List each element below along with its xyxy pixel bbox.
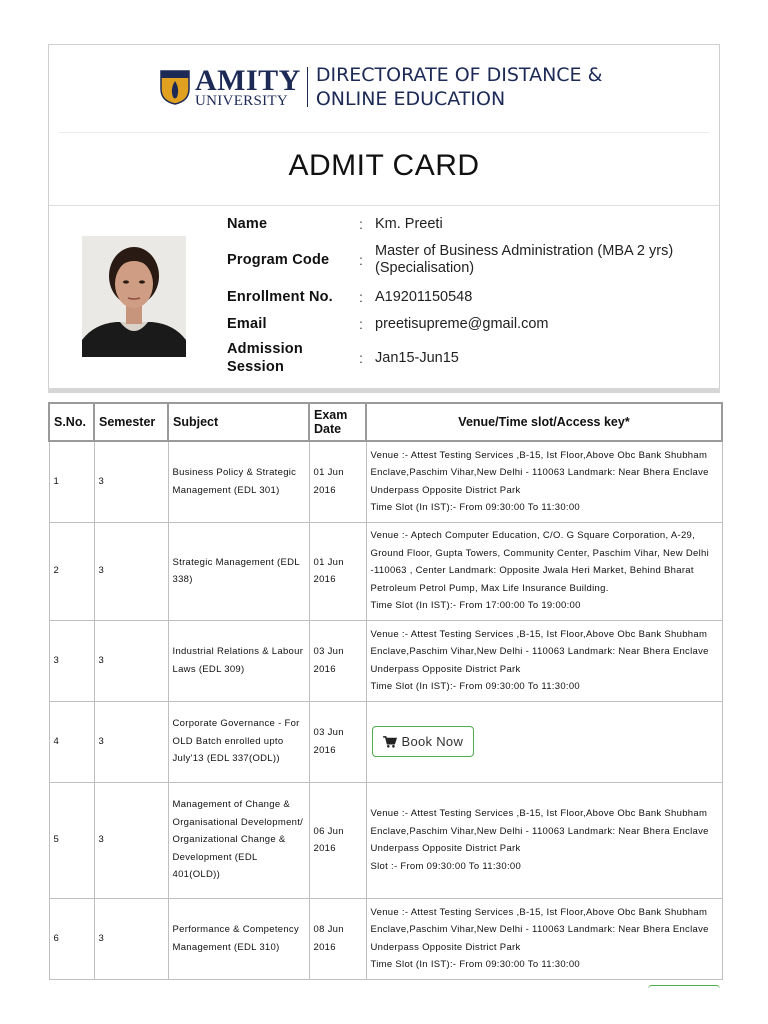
- venue-text: Venue :- Attest Testing Services ,B-15, Ist Floor,Above Obc Bank Shubham Enclave,Paschim Vihar,New Delhi - 110063 Landmark: Near Bhera Enclave Underpass Opposite District Park: [370, 628, 709, 675]
- info-value: Km. Preeti: [375, 215, 443, 232]
- cell-venue: [366, 522, 722, 620]
- info-label: Enrollment No.: [227, 289, 333, 305]
- info-value: Master of Business Administration (MBA 2 yrs) (Specialisation): [375, 243, 674, 276]
- cell-semester: 3: [94, 898, 168, 979]
- info-row-email: Email : preetisupreme@gmail.com: [227, 313, 707, 335]
- amity-seal-icon: [159, 69, 191, 105]
- info-label: Admission Session: [227, 341, 303, 375]
- cell-date: 03 Jun 2016: [309, 701, 366, 782]
- cell-semester: 3: [94, 620, 168, 701]
- cell-date: 03 Jun 2016: [309, 620, 366, 701]
- partial-button-edge: [648, 985, 720, 990]
- cell-semester: 3: [94, 701, 168, 782]
- card-shadow: [48, 388, 720, 393]
- brand-subname: UNIVERSITY: [195, 92, 288, 109]
- cell-venue: [366, 782, 722, 898]
- book-now-label: Book Now: [401, 733, 464, 749]
- shopping-cart-icon: [383, 736, 397, 748]
- info-label: Program Code: [227, 252, 330, 268]
- cell-venue: [366, 620, 722, 701]
- venue-text: Venue :- Attest Testing Services ,B-15, Ist Floor,Above Obc Bank Shubham Enclave,Paschim Vihar,New Delhi - 110063 Landmark: Near Bhera Enclave Underpass Opposite District Park: [370, 906, 709, 953]
- cell-sno: 1: [49, 441, 94, 522]
- column-header-sno: S.No.: [49, 403, 94, 441]
- cell-semester: 3: [94, 522, 168, 620]
- venue-text: Venue :- Aptech Computer Education, C/O. G Square Corporation, A-29, Ground Floor, Gupta Towers, Community Center, Paschim Vihar, New Delhi -110063 , Center Landmark: Opposite Jwala Heri Market, Behind Bharat Petroleum Petrol Pump, Max Life Insurance Building.: [370, 530, 710, 594]
- cell-sno: 5: [49, 782, 94, 898]
- info-label: Name: [227, 216, 268, 232]
- table-header-row: [49, 403, 722, 441]
- info-label: Email: [227, 316, 267, 332]
- header-divider: [59, 132, 709, 133]
- time-slot-text: Time Slot (In IST):- From 09:30:00 To 11:30:00: [370, 502, 581, 514]
- info-row-name: Name : Km. Preeti: [227, 213, 707, 235]
- cell-subject: Performance & Competency Management (EDL 310): [168, 898, 309, 979]
- venue-text: Venue :- Attest Testing Services ,B-15, Ist Floor,Above Obc Bank Shubham Enclave,Paschim Vihar,New Delhi - 110063 Landmark: Near Bhera Enclave Underpass Opposite District Park: [370, 449, 709, 496]
- time-slot-text: Time Slot (In IST):- From 09:30:00 To 11:30:00: [370, 681, 581, 692]
- cell-semester: 3: [94, 441, 168, 522]
- cell-subject: Management of Change & Organisational Development/ Organizational Change & Development (EDL 401(OLD)): [168, 782, 309, 898]
- time-slot-text: Slot :- From 09:30:00 To 11:30:00: [370, 860, 522, 872]
- cell-date: 06 Jun 2016: [309, 782, 366, 898]
- time-slot-text: Time Slot (In IST):- From 17:00:00 To 19:00:00: [370, 600, 581, 612]
- column-header-semester: Semester: [94, 403, 168, 441]
- table-row: [49, 898, 722, 979]
- logo-divider: [307, 67, 308, 107]
- cell-subject: Business Policy & Strategic Management (EDL 301): [168, 441, 309, 522]
- info-value: Jan15-Jun15: [375, 349, 459, 366]
- info-row-session: Admission Session : Jan15-Jun15: [227, 340, 707, 376]
- admit-card: [48, 44, 720, 390]
- info-value: preetisupreme@gmail.com: [375, 315, 549, 332]
- cell-date: 01 Jun 2016: [309, 522, 366, 620]
- section-divider: [49, 205, 719, 206]
- table-row: [49, 522, 722, 620]
- cell-date: 08 Jun 2016: [309, 898, 366, 979]
- table-row: [49, 620, 722, 701]
- brand-name: AMITY: [195, 63, 301, 97]
- cell-venue: [366, 701, 722, 782]
- cell-sno: 2: [49, 522, 94, 620]
- column-header-date: Exam Date: [309, 403, 366, 441]
- cell-subject: Industrial Relations & Labour Laws (EDL 309): [168, 620, 309, 701]
- time-slot-text: Time Slot (In IST):- From 09:30:00 To 11:30:00: [370, 959, 581, 970]
- book-now-button[interactable]: [372, 726, 475, 758]
- info-row-enrollment: Enrollment No. : A19201150548: [227, 286, 707, 308]
- cell-date: 01 Jun 2016: [309, 441, 366, 522]
- exam-schedule-table: [48, 402, 723, 980]
- table-row: [49, 782, 722, 898]
- info-row-program: Program Code : Master of Business Administration (MBA 2 yrs) (Specialisation): [227, 242, 707, 278]
- amity-logo: [159, 65, 602, 109]
- info-value: A19201150548: [375, 288, 473, 305]
- page-title: ADMIT CARD: [288, 149, 480, 182]
- venue-text: Venue :- Attest Testing Services ,B-15, Ist Floor,Above Obc Bank Shubham Enclave,Paschim Vihar,New Delhi - 110063 Landmark: Near Bhera Enclave Underpass Opposite District Park: [370, 808, 709, 854]
- cell-sno: 3: [49, 620, 94, 701]
- column-header-venue: Venue/Time slot/Access key*: [366, 403, 722, 441]
- column-header-subject: Subject: [168, 403, 309, 441]
- cell-semester: 3: [94, 782, 168, 898]
- table-row: [49, 701, 722, 782]
- cell-subject: Corporate Governance - For OLD Batch enrolled upto July'13 (EDL 337(ODL)): [168, 701, 309, 782]
- cell-subject: Strategic Management (EDL 338): [168, 522, 309, 620]
- cell-sno: 4: [49, 701, 94, 782]
- cell-venue: [366, 441, 722, 522]
- cell-venue: [366, 898, 722, 979]
- cell-sno: 6: [49, 898, 94, 979]
- directorate-name: DIRECTORATE OF DISTANCE & ONLINE EDUCATION: [315, 64, 603, 110]
- student-photo: [82, 236, 186, 357]
- table-row: [49, 441, 722, 522]
